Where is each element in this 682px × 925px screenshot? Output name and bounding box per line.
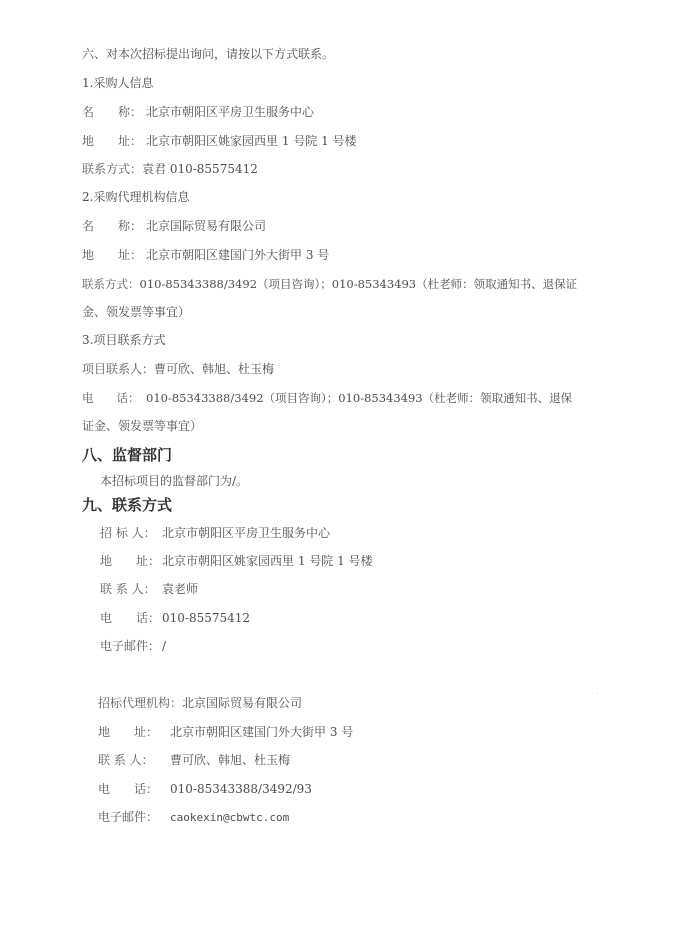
purchaser-header: [82, 75, 153, 91]
purchaser-address-label: 地 址：: [82, 134, 143, 148]
agency-header-text: 2.采购代理机构信息: [82, 190, 190, 204]
section9-title-text: 九、联系方式: [82, 496, 173, 514]
purchaser-contact-label: 联系方式：: [82, 162, 143, 176]
agency2-name-row: [98, 695, 302, 711]
project-people-row: [82, 361, 274, 377]
tenderer-contact-label: 联 系 人：: [100, 582, 156, 596]
agency-name-label: 名 称：: [82, 219, 143, 233]
tenderer-name: 北京市朝阳区平房卫生服务中心: [162, 526, 331, 540]
tenderer-contact: 袁老师: [162, 582, 199, 596]
agency-address-row: [82, 247, 329, 263]
project-phone-line2: 证金、领发票等事宜）: [82, 419, 203, 433]
agency2-phone: 010-85343388/3492/93: [170, 782, 312, 796]
agency2-phone-label: 电 话：: [98, 782, 159, 796]
section9-title: [82, 496, 172, 514]
purchaser-address: 北京市朝阳区姚家园西里 1 号院 1 号楼: [146, 134, 357, 148]
project-phone-continued: [82, 418, 202, 434]
agency-header: [82, 189, 189, 205]
agency-contact-label: 联系方式：: [82, 277, 140, 291]
purchaser-name-row: [82, 104, 314, 120]
project-header: [82, 332, 165, 348]
purchaser-header-text: 1.采购人信息: [82, 76, 154, 90]
project-people-label: 项目联系人：: [82, 362, 155, 376]
agency2-address-label: 地 址：: [98, 725, 159, 739]
agency-contact-continued: [82, 304, 190, 320]
tenderer-email-label: 电子邮件：: [100, 639, 161, 653]
supervision-text: 本招标项目的监督部门为/。: [100, 474, 249, 488]
tenderer-email: /: [162, 639, 167, 653]
section8-title: [82, 446, 172, 464]
agency2-contact-row: [98, 752, 290, 768]
agency2-address-row: [98, 724, 353, 740]
tenderer-email-row: [100, 638, 166, 654]
agency2-email-label: 电子邮件：: [98, 810, 159, 824]
agency-contact-line1: 010-85343388/3492（项目咨询）；010-85343493（杜老师：领取通知书、退保证: [139, 277, 578, 291]
agency2-email-row: [98, 809, 289, 826]
purchaser-contact-row: [82, 161, 258, 177]
agency2-name-label: 招标代理机构：: [98, 696, 183, 710]
tenderer-name-label: 招 标 人：: [100, 526, 156, 540]
project-header-text: 3.项目联系方式: [82, 333, 166, 347]
agency2-contact-label: 联 系 人：: [98, 753, 154, 767]
agency-name: 北京国际贸易有限公司: [146, 219, 267, 233]
agency-contact-row: [82, 276, 577, 292]
section6-title: [82, 46, 334, 62]
purchaser-address-row: [82, 133, 357, 149]
tenderer-phone-label: 电 话：: [100, 611, 161, 625]
agency2-email: caokexin@cbwtc.com: [170, 811, 290, 824]
section6-title-text: 六、对本次招标提出询问，请按以下方式联系。: [82, 47, 335, 61]
project-phone-line1: 010-85343388/3492（项目咨询）；010-85343493（杜老师：领取通知书、退保: [146, 391, 573, 405]
tenderer-phone-row: [100, 610, 250, 626]
agency2-contact: 曹可欣、韩旭、杜玉梅: [170, 753, 291, 767]
agency-name-row: [82, 218, 266, 234]
agency2-phone-row: [98, 781, 312, 797]
project-phone-label: 电 话：: [82, 391, 140, 405]
tenderer-address-row: [100, 553, 373, 569]
tenderer-name-row: [100, 525, 330, 541]
agency-address-label: 地 址：: [82, 248, 143, 262]
project-people: 曹可欣、韩旭、杜玉梅: [154, 362, 275, 376]
project-phone-row: [82, 390, 572, 406]
purchaser-contact: 袁君 010-85575412: [142, 162, 258, 176]
purchaser-name-label: 名 称：: [82, 105, 143, 119]
purchaser-name: 北京市朝阳区平房卫生服务中心: [146, 105, 315, 119]
scan-speck: [597, 693, 598, 694]
section8-title-text: 八、监督部门: [82, 446, 173, 464]
agency2-address: 北京市朝阳区建国门外大街甲 3 号: [170, 725, 354, 739]
agency2-name: 北京国际贸易有限公司: [182, 696, 303, 710]
agency-address: 北京市朝阳区建国门外大街甲 3 号: [146, 248, 330, 262]
tenderer-address: 北京市朝阳区姚家园西里 1 号院 1 号楼: [162, 554, 373, 568]
tenderer-address-label: 地 址：: [100, 554, 161, 568]
section8-text: [100, 473, 248, 489]
agency-contact-line2: 金、领发票等事宜）: [82, 305, 191, 319]
tenderer-phone: 010-85575412: [162, 611, 251, 625]
tenderer-contact-row: [100, 581, 198, 597]
